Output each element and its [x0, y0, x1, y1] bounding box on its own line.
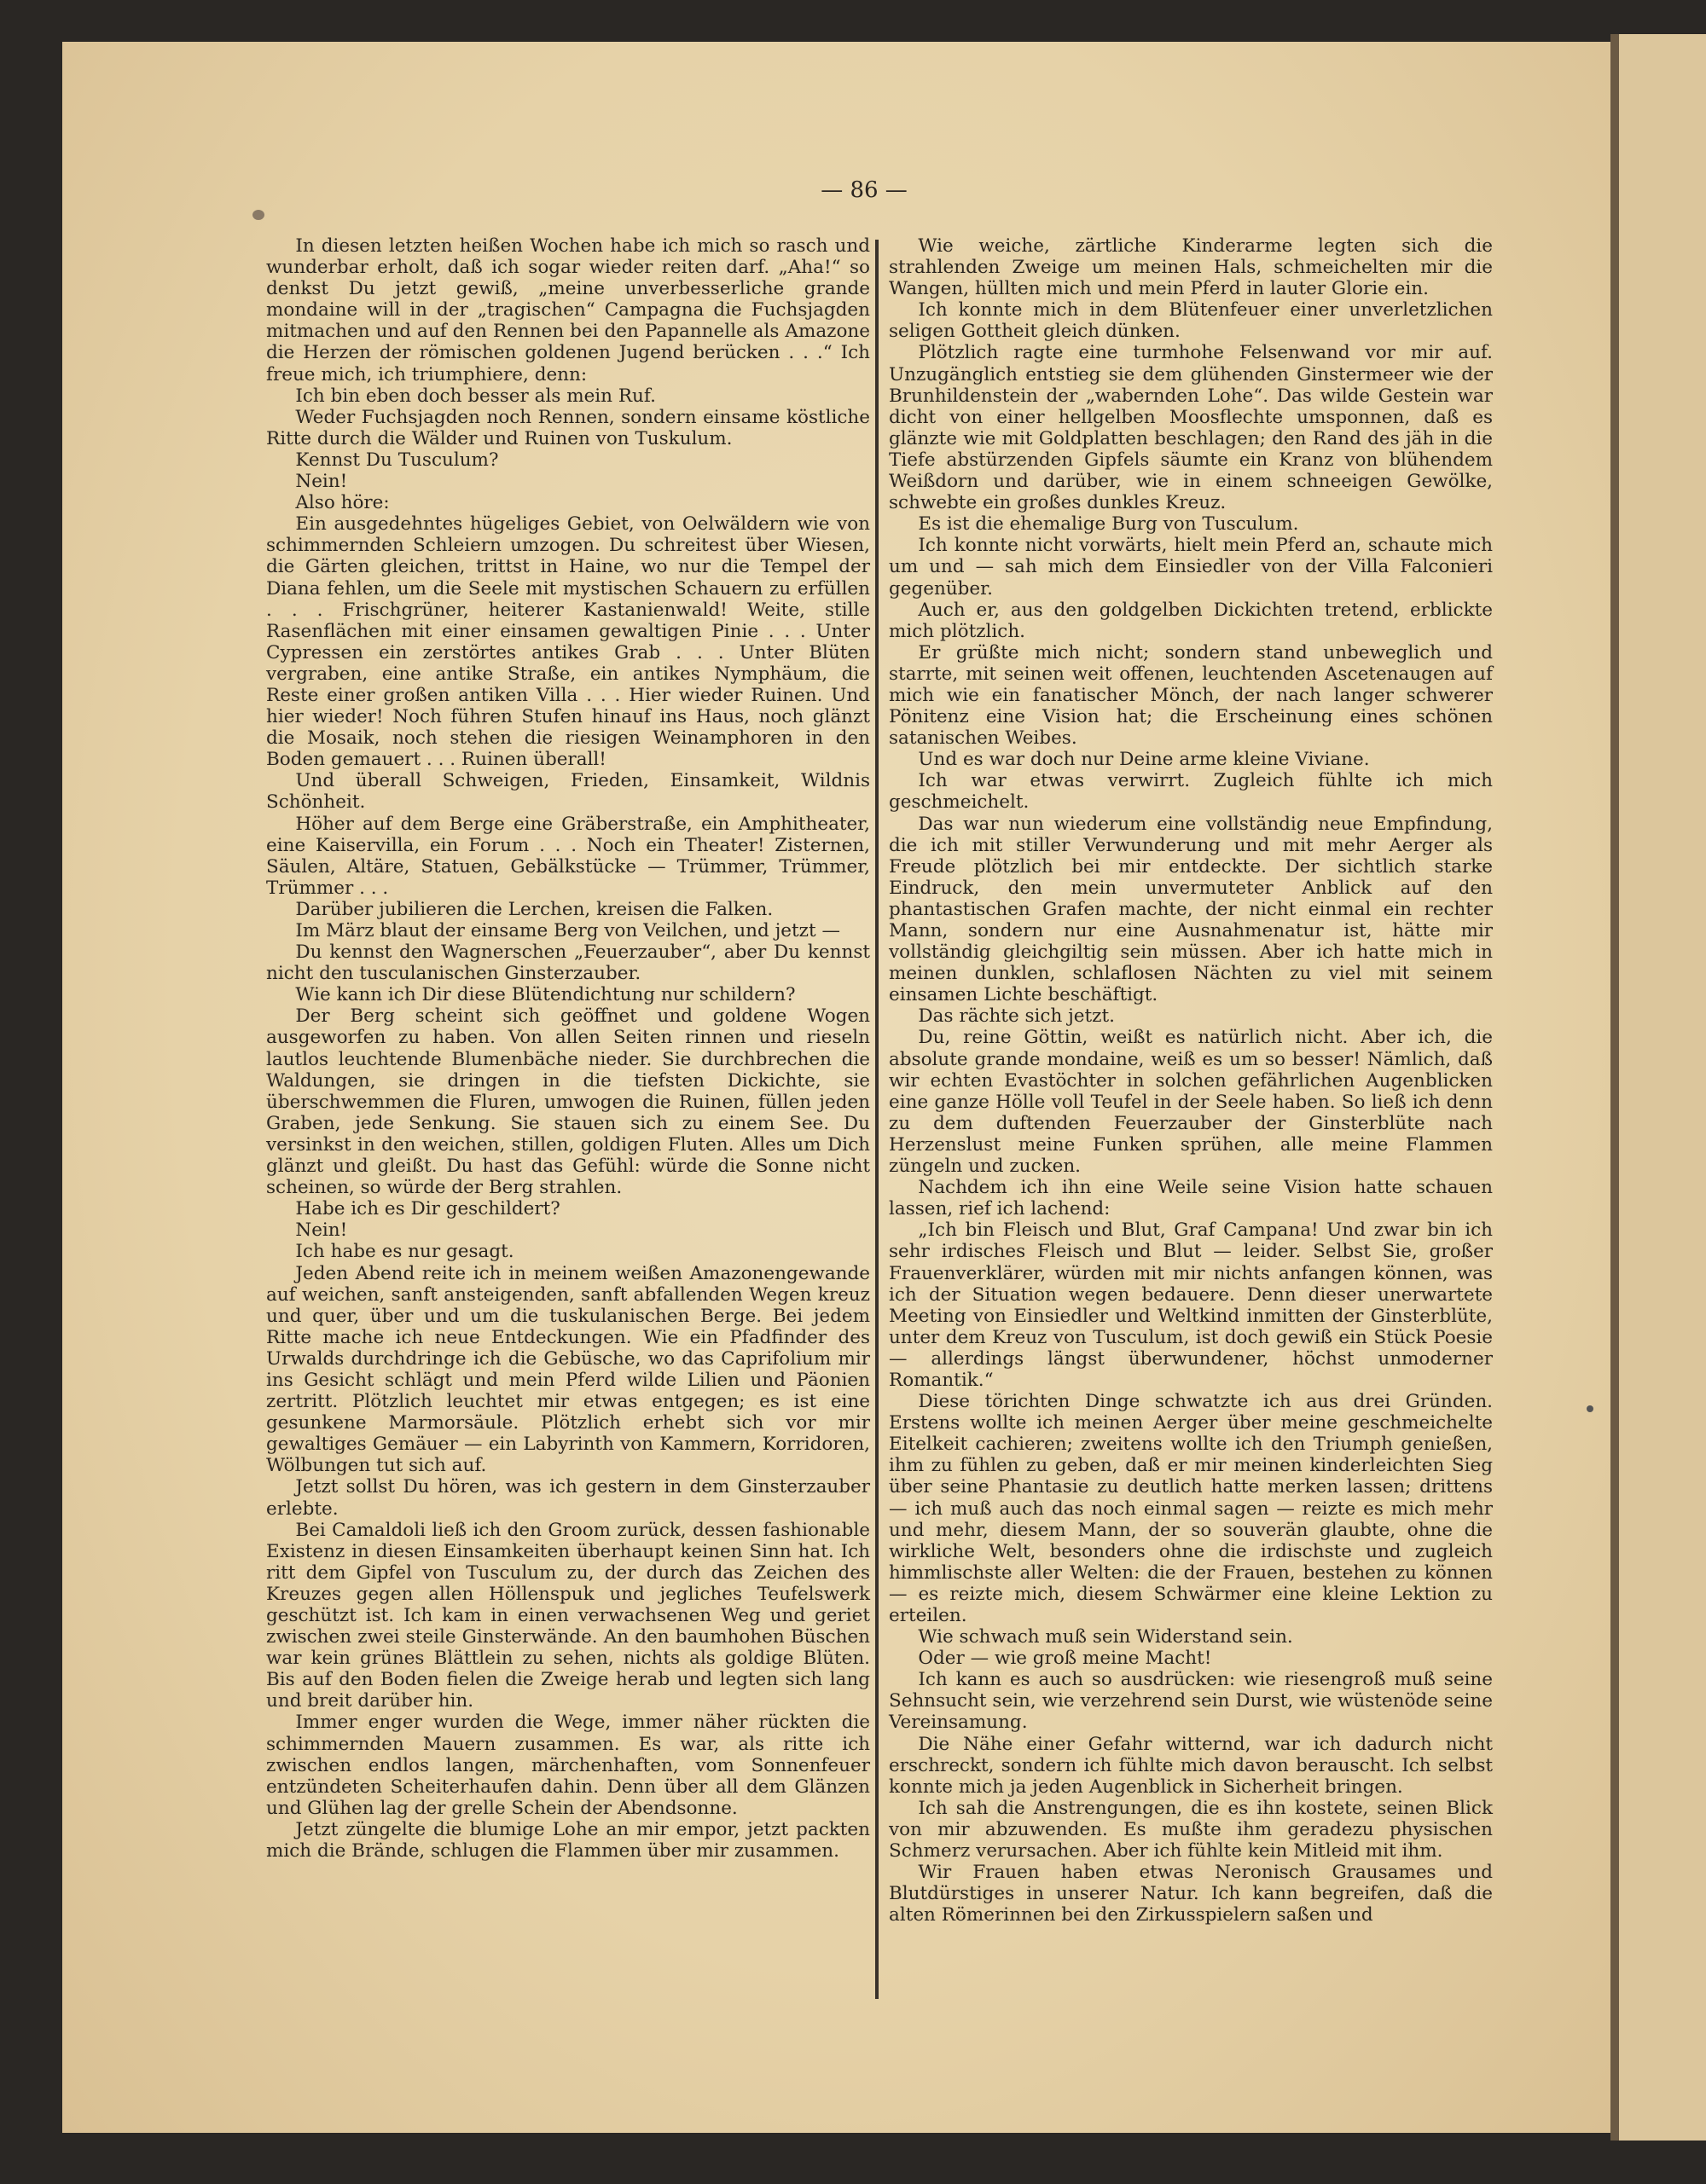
paragraph: Das war nun wiederum eine vollständig neue Empfindung, die ich mit stiller Verwunderung und mit mehr Aerger als Freude plötzlich bei mir entdeckte. Der sichtlich starke Eindruck, den mein unvermuteter Anblick auf den phantastischen Grafen machte, der nicht einmal ein rechter Mann, sondern nur eine Ausnahmenatur ist, hätte mir vollständig gleichgiltig sein müssen. Aber ich hatte mich in meinen dunklen, schlaflosen Nächten zu viel mit seinem einsamen Lichte beschäftigt.: [889, 813, 1493, 1006]
paragraph: Ein ausgedehntes hügeliges Gebiet, von Oelwäldern wie von schimmernden Schleiern umzogen. Du schreitest über Wiesen, die Gärten gleichen, trittst in Haine, wo nur die Tempel der Diana fehlen, um die Seele mit mystischen Schauern zu erfüllen . . . Frischgrüner, heiterer Kastanienwald! Weite, stille Rasenflächen mit einer einsamen gewaltigen Pinie . . . Unter Cypressen ein zerstörtes antikes Grab . . . Unter Blüten vergraben, eine antike Straße, ein antikes Nymphäum, die Reste einer großen antiken Villa . . . Hier wieder Ruinen. Und hier wieder! Noch führen Stufen hinauf ins Haus, noch glänzt die Mosaik, noch stehen die riesigen Weinamphoren in den Boden gemauert . . . Ruinen überall!: [266, 513, 870, 771]
paragraph: Jetzt sollst Du hören, was ich gestern in dem Ginsterzauber erlebte.: [266, 1476, 870, 1520]
paragraph: Es ist die ehemalige Burg von Tusculum.: [918, 513, 1299, 536]
right-text-column: [889, 235, 1493, 1926]
paragraph: Ich habe es nur gesagt.: [295, 1241, 514, 1263]
paragraph: Und überall Schweigen, Frieden, Einsamkeit, Wildnis Schönheit.: [266, 770, 870, 814]
paragraph: Der Berg scheint sich geöffnet und goldene Wogen ausgeworfen zu haben. Von allen Seiten rinnen und rieseln lautlos leuchtende Blumenbäche nieder. Sie durchbrechen die Waldungen, sie dringen in die tiefsten Dickichte, sie überschwemmen die Fluren, umwogen die Ruinen, füllen jeden Graben, jede Senkung. Sie stauen sich zu einem See. Du versinkst in den weichen, stillen, goldigen Fluten. Alles um Dich glänzt und gleißt. Du hast das Gefühl: würde die Sonne nicht scheinen, so würde der Berg strahlen.: [266, 1005, 870, 1199]
paragraph: Jeden Abend reite ich in meinem weißen Amazonengewande auf weichen, sanft ansteigenden, sanft abfallenden Wegen kreuz und quer, über und um die tuskulanischen Berge. Bei jedem Ritte mache ich neue Entdeckungen. Wie ein Pfadfinder des Urwalds durchdringe ich die Gebüsche, wo das Caprifolium mir ins Gesicht schlägt und mein Pferd wilde Lilien und Päonien zertritt. Plötzlich leuchtet mir etwas entgegen; es ist eine gesunkene Marmorsäule. Plötzlich erhebt sich vor mir gewaltiges Gemäuer — ein Labyrinth von Kammern, Korridoren, Wölbungen tut sich auf.: [266, 1262, 870, 1477]
paper-stain: [252, 210, 264, 220]
paragraph: Höher auf dem Berge eine Gräberstraße, ein Amphitheater, eine Kaiservilla, ein Forum . . . Noch ein Theater! Zisternen, Säulen, Altäre, Statuen, Gebälkstücke — Trümmer, Trümmer, Trümmer . . .: [266, 813, 870, 899]
paragraph: Nein!: [295, 471, 348, 493]
paragraph: Ich sah die Anstrengungen, die es ihn kostete, seinen Blick von mir abzuwenden. Es mußte ihm geradezu physischen Schmerz verursachen. Aber ich fühlte kein Mitleid mit ihm.: [889, 1797, 1493, 1862]
paragraph: Ich kann es auch so ausdrücken: wie riesengroß muß seine Sehnsucht sein, wie verzehrend sein Durst, wie wüstenöde seine Vereinsamung.: [889, 1669, 1493, 1734]
page-number: — 86 —: [821, 177, 908, 203]
paragraph: Habe ich es Dir geschildert?: [295, 1198, 560, 1220]
paragraph: Ich konnte mich in dem Blütenfeuer einer unverletzlichen seligen Gottheit gleich dünken.: [889, 299, 1493, 343]
paragraph: In diesen letzten heißen Wochen habe ich mich so rasch und wunderbar erholt, daß ich sogar wieder reiten darf. „Aha!“ so denkst Du jetzt gewiß, „meine unverbesserliche grande mondaine will in der „tragischen“ Campagna die Fuchsjagden mitmachen und auf den Rennen bei den Papannelle als Amazone die Herzen der römischen goldenen Jugend berücken . . .“ Ich freue mich, ich triumphiere, denn:: [266, 235, 870, 385]
paragraph: Plötzlich ragte eine turmhohe Felsenwand vor mir auf. Unzugänglich entstieg sie dem glühenden Ginstermeer wie der Brunhildenstein der „wabernden Lohe“. Das wilde Gestein war dicht von einer hellgelben Moosflechte umsponnen, daß es glänzte wie mit Goldplatten beschlagen; den Rand des jäh in die Tiefe abstürzenden Gipfels säumte ein Kranz von blühendem Weißdorn und darüber, wie in einem schneeigen Gewölke, schwebte ein großes dunkles Kreuz.: [889, 342, 1493, 514]
paragraph: Wir Frauen haben etwas Neronisch Grausames und Blutdürstiges in unserer Natur. Ich kann begreifen, daß die alten Römerinnen bei den Zirkusspielern saßen und: [889, 1862, 1493, 1926]
paragraph: Weder Fuchsjagden noch Rennen, sondern einsame köstliche Ritte durch die Wälder und Ruinen von Tuskulum.: [266, 406, 870, 449]
paragraph: Wie kann ich Dir diese Blütendichtung nur schildern?: [295, 984, 796, 1006]
paragraph: Du, reine Göttin, weißt es natürlich nicht. Aber ich, die absolute grande mondaine, weiß es um so besser! Nämlich, daß wir echten Evastöchter in solchen gefährlichen Augenblicken eine ganze Hölle voll Teufel in der Seele haben. So ließ ich denn zu dem duftenden Feuerzauber der Ginsterblüte nach Herzenslust meine Funken sprühen, alle meine Flammen züngeln und zucken.: [889, 1027, 1493, 1178]
paragraph: „Ich bin Fleisch und Blut, Graf Campana! Und zwar bin ich sehr irdisches Fleisch und Blut — leider. Selbst Sie, großer Frauenverklärer, würden mit mir nichts anfangen können, was ich der Situation wegen bedauere. Denn dieser unerwartete Meeting von Einsiedler und Weltkind inmitten der Ginsterblüte, unter dem Kreuz von Tusculum, ist doch gewiß ein Stück Poesie — allerdings längst überwundener, höchst unmoderner Romantik.“: [889, 1219, 1493, 1391]
paragraph: Im März blaut der einsame Berg von Veilchen, und jetzt —: [295, 920, 840, 941]
paragraph: Also höre:: [295, 492, 390, 514]
paragraph: Du kennst den Wagnerschen „Feuerzauber“, aber Du kennst nicht den tusculanischen Ginsterzauber.: [266, 941, 870, 985]
paragraph: Auch er, aus den goldgelben Dickichten tretend, erblickte mich plötzlich.: [889, 599, 1493, 642]
paragraph: Ich konnte nicht vorwärts, hielt mein Pferd an, schaute mich um und — sah mich dem Einsiedler von der Villa Falconieri gegenüber.: [889, 535, 1493, 600]
paragraph: Bei Camaldoli ließ ich den Groom zurück, dessen fashionable Existenz in diesen Einsamkeiten überhaupt keinen Sinn hat. Ich ritt dem Gipfel von Tusculum zu, der durch das Zeichen des Kreuzes gegen allen Höllenspuk und jegliches Teufelswerk geschützt ist. Ich kam in einen verwachsenen Weg und geriet zwischen zwei steile Ginsterwände. An den baumhohen Büschen war kein grünes Blättlein zu sehen, nichts als goldige Blüten. Bis auf den Boden fielen die Zweige herab und legten sich lang und breit darüber hin.: [266, 1519, 870, 1712]
paragraph: Wie schwach muß sein Widerstand sein.: [918, 1626, 1293, 1648]
paragraph: Die Nähe einer Gefahr witternd, war ich dadurch nicht erschreckt, sondern ich fühlte mich davon berauscht. Ich selbst konnte mich ja jeden Augenblick in Sicherheit bringen.: [889, 1733, 1493, 1798]
paragraph: Kennst Du Tusculum?: [295, 449, 499, 471]
paragraph: Und es war doch nur Deine arme kleine Viviane.: [918, 749, 1370, 771]
paragraph: Das rächte sich jetzt.: [918, 1005, 1115, 1028]
page-gutter: [1610, 34, 1619, 2141]
left-text-column: [266, 235, 870, 1862]
paragraph: Immer enger wurden die Wege, immer näher rückten die schimmernden Mauern zusammen. Es war, als ritte ich zwischen endlos langen, märchenhaften, vom Sonnenfeuer entzündeten Scheiterhaufen dahin. Denn über all dem Glänzen und Glühen lag der grelle Schein der Abendsonne.: [266, 1712, 870, 1819]
column-divider: [875, 240, 879, 1999]
paragraph: Oder — wie groß meine Macht!: [918, 1648, 1212, 1670]
paragraph: Diese törichten Dinge schwatzte ich aus drei Gründen. Erstens wollte ich meinen Aerger über meine geschmeichelte Eitelkeit cachieren; zweitens wollte ich den Triumph genießen, ihm zu fühlen zu geben, daß er mir meinen kinderleichten Sieg über seine Phantasie zu deutlich hatte merken lassen; drittens — ich muß auch das noch einmal sagen — reizte es mich mehr und mehr, diesem Mann, der so souverän glaubte, ohne die wirkliche Welt, besonders ohne die irdischste und zugleich himmlischste aller Welten: die der Frauen, bestehen zu können — es reizte mich, diesem Schwärmer eine kleine Lektion zu erteilen.: [889, 1391, 1493, 1626]
paragraph: Darüber jubilieren die Lerchen, kreisen die Falken.: [295, 898, 774, 920]
adjacent-page-edge: [1619, 34, 1706, 2141]
paragraph: Ich bin eben doch besser als mein Ruf.: [295, 385, 656, 407]
paragraph: Jetzt züngelte die blumige Lohe an mir empor, jetzt packten mich die Brände, schlugen die Flammen über mir zusammen.: [266, 1818, 870, 1862]
paper-spot: [1587, 1405, 1593, 1412]
paragraph: Nein!: [295, 1219, 348, 1242]
paragraph: Nachdem ich ihn eine Weile seine Vision hatte schauen lassen, rief ich lachend:: [889, 1177, 1493, 1220]
paragraph: Ich war etwas verwirrt. Zugleich fühlte ich mich geschmeichelt.: [889, 770, 1493, 814]
paragraph: Er grüßte mich nicht; sondern stand unbeweglich und starrte, mit seinen weit offenen, leuchtenden Ascetenaugen auf mich wie ein fanatischer Mönch, der nach langer schwerer Pönitenz eine Vision hat; die Erscheinung eines schönen satanischen Weibes.: [889, 641, 1493, 750]
paragraph: Wie weiche, zärtliche Kinderarme legten sich die strahlenden Zweige um meinen Hals, schmeichelten mir die Wangen, hüllten mich und mein Pferd in lauter Glorie ein.: [889, 235, 1493, 300]
